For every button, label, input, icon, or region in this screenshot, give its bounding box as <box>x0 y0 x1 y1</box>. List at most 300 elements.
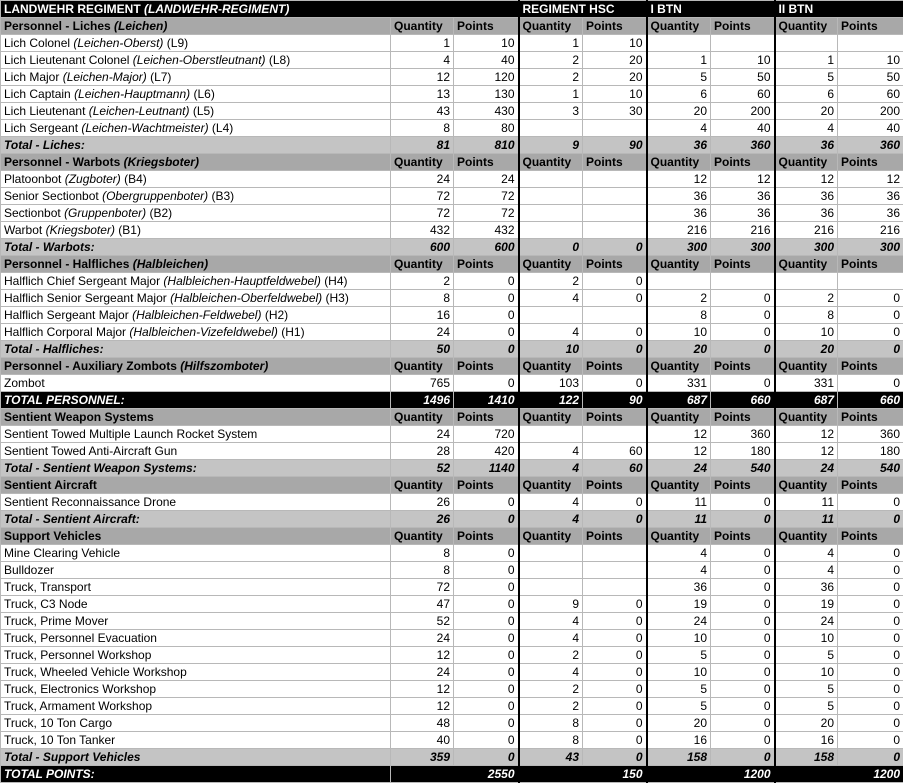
quantity-cell: 4 <box>647 120 711 137</box>
quantity-cell: 16 <box>775 732 838 749</box>
quantity-cell: 8 <box>391 290 454 307</box>
quantity-cell: 8 <box>391 545 454 562</box>
quantity-cell <box>647 35 711 52</box>
total-quantity-cell: 4 <box>519 511 583 528</box>
quantity-cell: 4 <box>391 52 454 69</box>
section-title <box>1 477 391 494</box>
points-header: Points <box>583 154 647 171</box>
section-total-row <box>1 511 903 528</box>
quantity-cell: 216 <box>647 222 711 239</box>
section-total-row <box>1 749 903 766</box>
table-row <box>1 494 903 511</box>
quantity-cell <box>519 205 583 222</box>
quantity-cell: 4 <box>647 562 711 579</box>
points-cell: 12 <box>711 171 775 188</box>
quantity-cell: 4 <box>775 562 838 579</box>
quantity-header: Quantity <box>391 409 454 426</box>
quantity-header: Quantity <box>647 477 711 494</box>
quantity-cell <box>647 273 711 290</box>
quantity-cell: 10 <box>775 664 838 681</box>
total-points-value: 150 <box>519 766 647 783</box>
points-cell <box>583 188 647 205</box>
quantity-cell: 331 <box>647 375 711 392</box>
total-points-cell: 0 <box>583 341 647 358</box>
total-quantity-cell: 0 <box>519 239 583 256</box>
points-cell: 0 <box>711 681 775 698</box>
row-name: Lich Lieutenant <box>4 103 86 118</box>
quantity-cell: 11 <box>647 494 711 511</box>
points-header: Points <box>454 18 519 35</box>
row-label <box>1 69 391 86</box>
quantity-cell: 1 <box>647 52 711 69</box>
row-label <box>1 273 391 290</box>
points-cell: 0 <box>711 613 775 630</box>
total-points-cell: 300 <box>711 239 775 256</box>
points-cell: 60 <box>838 86 903 103</box>
points-cell: 0 <box>583 664 647 681</box>
points-cell: 24 <box>454 171 519 188</box>
row-label <box>1 562 391 579</box>
points-header: Points <box>711 18 775 35</box>
row-label <box>1 664 391 681</box>
points-cell: 0 <box>454 375 519 392</box>
points-cell: 0 <box>454 698 519 715</box>
quantity-header: Quantity <box>391 477 454 494</box>
total-points-cell: 60 <box>583 460 647 477</box>
quantity-cell: 28 <box>391 443 454 460</box>
quantity-cell: 5 <box>775 647 838 664</box>
section-total-row-label: Total - Support Vehicles <box>1 749 391 766</box>
points-cell: 0 <box>711 715 775 732</box>
total-points-cell: 0 <box>583 511 647 528</box>
section-label: Sentient Aircraft <box>4 477 97 492</box>
section-label-italic: (Kriegsboter) <box>123 154 199 169</box>
title-text: LANDWEHR REGIMENT <box>4 1 141 16</box>
section-total-row <box>1 239 903 256</box>
points-cell: 0 <box>711 545 775 562</box>
quantity-header: Quantity <box>391 528 454 545</box>
row-label <box>1 86 391 103</box>
total-quantity-cell: 687 <box>647 392 711 409</box>
points-cell: 432 <box>454 222 519 239</box>
table-row <box>1 375 903 392</box>
points-header: Points <box>454 528 519 545</box>
total-personnel-row-label: TOTAL PERSONNEL: <box>1 392 391 409</box>
quantity-cell: 9 <box>519 596 583 613</box>
points-cell: 0 <box>838 715 903 732</box>
row-name: Truck, Armament Workshop <box>4 698 153 713</box>
points-cell: 0 <box>838 579 903 596</box>
points-cell: 0 <box>838 307 903 324</box>
quantity-header: Quantity <box>775 256 838 273</box>
table-row <box>1 732 903 749</box>
points-header: Points <box>583 358 647 375</box>
points-cell <box>583 426 647 443</box>
points-header: Points <box>711 154 775 171</box>
row-code: (B1) <box>118 222 141 237</box>
points-cell: 0 <box>838 290 903 307</box>
section-header-row <box>1 409 903 426</box>
table-row <box>1 171 903 188</box>
points-cell: 0 <box>454 307 519 324</box>
quantity-cell: 16 <box>647 732 711 749</box>
section-title <box>1 154 391 171</box>
quantity-cell: 5 <box>775 69 838 86</box>
points-cell: 0 <box>838 732 903 749</box>
points-header: Points <box>711 256 775 273</box>
row-alt-name: (Zugboter) <box>64 171 121 186</box>
row-name: Sectionbot <box>4 205 61 220</box>
total-quantity-cell: 24 <box>775 460 838 477</box>
total-quantity-cell: 52 <box>391 460 454 477</box>
points-header: Points <box>583 256 647 273</box>
row-name: Sentient Towed Multiple Launch Rocket System <box>4 426 258 441</box>
section-label-italic: (Halbleichen) <box>132 256 209 271</box>
quantity-cell: 2 <box>775 290 838 307</box>
points-cell: 120 <box>454 69 519 86</box>
points-cell: 0 <box>838 596 903 613</box>
section-title <box>1 409 391 426</box>
quantity-cell: 8 <box>391 562 454 579</box>
quantity-cell: 24 <box>391 664 454 681</box>
points-cell: 0 <box>711 732 775 749</box>
row-name: Truck, Personnel Evacuation <box>4 630 157 645</box>
total-quantity-cell: 50 <box>391 341 454 358</box>
points-cell: 0 <box>454 596 519 613</box>
points-cell <box>583 579 647 596</box>
points-cell: 0 <box>711 630 775 647</box>
quantity-cell: 13 <box>391 86 454 103</box>
points-header: Points <box>454 358 519 375</box>
points-cell <box>838 273 903 290</box>
quantity-header: Quantity <box>647 358 711 375</box>
section-label: Support Vehicles <box>4 528 102 543</box>
points-cell: 0 <box>838 324 903 341</box>
row-code: (B2) <box>149 205 173 220</box>
quantity-cell: 24 <box>391 630 454 647</box>
points-cell: 0 <box>711 494 775 511</box>
points-cell: 10 <box>454 35 519 52</box>
row-label <box>1 630 391 647</box>
section-label: Personnel - Auxiliary Zombots <box>4 358 177 373</box>
quantity-cell: 6 <box>775 86 838 103</box>
total-quantity-cell: 11 <box>647 511 711 528</box>
total-points-cell: 810 <box>454 137 519 154</box>
quantity-cell <box>519 579 583 596</box>
row-alt-name: (Halbleichen-Oberfeldwebel) <box>170 290 323 305</box>
points-cell: 0 <box>583 715 647 732</box>
points-cell: 0 <box>454 290 519 307</box>
row-name: Lich Sergeant <box>4 120 79 135</box>
quantity-cell: 432 <box>391 222 454 239</box>
points-cell: 0 <box>583 698 647 715</box>
points-cell: 0 <box>583 494 647 511</box>
quantity-cell <box>519 545 583 562</box>
points-cell: 0 <box>454 494 519 511</box>
total-points-cell: 0 <box>711 511 775 528</box>
quantity-header: Quantity <box>775 154 838 171</box>
table-row <box>1 222 903 239</box>
quantity-cell: 5 <box>775 681 838 698</box>
quantity-cell: 2 <box>519 52 583 69</box>
total-points-cell: 0 <box>838 511 903 528</box>
total-quantity-cell: 300 <box>775 239 838 256</box>
total-quantity-cell: 359 <box>391 749 454 766</box>
section-total-row-label: Total - Halfliches: <box>1 341 391 358</box>
points-cell: 420 <box>454 443 519 460</box>
points-cell <box>711 273 775 290</box>
quantity-cell: 12 <box>391 681 454 698</box>
quantity-cell: 16 <box>391 307 454 324</box>
points-cell: 10 <box>583 35 647 52</box>
quantity-cell: 10 <box>775 630 838 647</box>
table-row <box>1 86 903 103</box>
quantity-cell <box>519 120 583 137</box>
section-total-row-label: Total - Sentient Aircraft: <box>1 511 391 528</box>
quantity-cell: 36 <box>775 188 838 205</box>
table-row <box>1 69 903 86</box>
total-quantity-cell: 9 <box>519 137 583 154</box>
table-row <box>1 613 903 630</box>
row-label <box>1 120 391 137</box>
total-points-cell: 0 <box>454 749 519 766</box>
quantity-cell: 765 <box>391 375 454 392</box>
quantity-header: Quantity <box>775 477 838 494</box>
row-name: Lich Colonel <box>4 35 71 50</box>
quantity-cell: 4 <box>519 630 583 647</box>
quantity-cell: 24 <box>391 171 454 188</box>
quantity-cell: 4 <box>519 664 583 681</box>
points-header: Points <box>454 154 519 171</box>
row-alt-name: (Leichen-Wachtmeister) <box>81 120 209 135</box>
table-row <box>1 188 903 205</box>
points-cell: 0 <box>711 579 775 596</box>
quantity-cell: 24 <box>391 426 454 443</box>
quantity-cell: 36 <box>647 188 711 205</box>
quantity-cell: 19 <box>647 596 711 613</box>
row-alt-name: (Leichen-Hauptmann) <box>74 86 191 101</box>
quantity-cell: 216 <box>775 222 838 239</box>
quantity-cell: 20 <box>647 103 711 120</box>
table-row <box>1 596 903 613</box>
points-cell: 12 <box>838 171 903 188</box>
row-label <box>1 698 391 715</box>
table-row <box>1 120 903 137</box>
quantity-cell <box>775 35 838 52</box>
total-quantity-cell: 600 <box>391 239 454 256</box>
quantity-cell: 2 <box>391 273 454 290</box>
row-name: Truck, 10 Ton Cargo <box>4 715 113 730</box>
row-alt-name: (Gruppenboter) <box>64 205 147 220</box>
points-cell: 0 <box>583 596 647 613</box>
points-header: Points <box>838 358 903 375</box>
points-cell: 40 <box>454 52 519 69</box>
row-name: Halflich Sergeant Major <box>4 307 129 322</box>
points-cell: 20 <box>583 69 647 86</box>
points-cell: 0 <box>838 613 903 630</box>
points-cell: 0 <box>454 715 519 732</box>
points-cell: 0 <box>583 647 647 664</box>
quantity-cell: 2 <box>519 273 583 290</box>
points-cell: 0 <box>583 613 647 630</box>
total-points-cell: 0 <box>583 749 647 766</box>
row-name: Halflich Senior Sergeant Major <box>4 290 167 305</box>
group-header: I BTN <box>647 1 775 18</box>
quantity-cell: 12 <box>647 171 711 188</box>
table-row <box>1 324 903 341</box>
row-name: Truck, Transport <box>4 579 91 594</box>
points-cell: 216 <box>838 222 903 239</box>
quantity-cell: 8 <box>647 307 711 324</box>
section-total-row-label: Total - Liches: <box>1 137 391 154</box>
row-name: Truck, Prime Mover <box>4 613 109 628</box>
row-name: Zombot <box>4 375 45 390</box>
row-label <box>1 715 391 732</box>
quantity-header: Quantity <box>519 358 583 375</box>
quantity-cell: 10 <box>647 664 711 681</box>
row-code: (L7) <box>150 69 172 84</box>
table-row <box>1 630 903 647</box>
section-total-row-label: Total - Warbots: <box>1 239 391 256</box>
row-label <box>1 171 391 188</box>
table-row <box>1 205 903 222</box>
points-cell <box>583 562 647 579</box>
points-cell: 0 <box>711 562 775 579</box>
total-points-cell: 360 <box>711 137 775 154</box>
row-label <box>1 205 391 222</box>
section-header-row <box>1 528 903 545</box>
quantity-cell: 1 <box>775 52 838 69</box>
row-name: Truck, Wheeled Vehicle Workshop <box>4 664 187 679</box>
row-code: (B3) <box>211 188 235 203</box>
quantity-cell: 43 <box>391 103 454 120</box>
quantity-header: Quantity <box>391 358 454 375</box>
points-cell: 36 <box>711 188 775 205</box>
quantity-cell: 48 <box>391 715 454 732</box>
quantity-cell: 72 <box>391 188 454 205</box>
total-points-cell: 90 <box>583 137 647 154</box>
quantity-cell: 72 <box>391 579 454 596</box>
points-cell: 0 <box>454 324 519 341</box>
total-quantity-cell: 10 <box>519 341 583 358</box>
section-header-row <box>1 154 903 171</box>
quantity-cell: 36 <box>775 579 838 596</box>
row-name: Lich Major <box>4 69 60 84</box>
points-cell: 0 <box>454 613 519 630</box>
section-title <box>1 18 391 35</box>
row-code: (H4) <box>324 273 348 288</box>
total-points-cell: 1140 <box>454 460 519 477</box>
quantity-cell <box>775 273 838 290</box>
section-total-row-label: Total - Sentient Weapon Systems: <box>1 460 391 477</box>
quantity-header: Quantity <box>519 477 583 494</box>
quantity-cell: 26 <box>391 494 454 511</box>
title-row <box>1 1 903 18</box>
quantity-cell: 5 <box>647 698 711 715</box>
row-label <box>1 52 391 69</box>
quantity-cell: 4 <box>775 120 838 137</box>
section-title <box>1 358 391 375</box>
total-quantity-cell: 300 <box>647 239 711 256</box>
total-points-cell: 360 <box>838 137 903 154</box>
total-quantity-cell: 81 <box>391 137 454 154</box>
points-cell: 360 <box>711 426 775 443</box>
total-points-cell: 300 <box>838 239 903 256</box>
points-cell: 36 <box>838 205 903 222</box>
total-personnel-row <box>1 392 903 409</box>
total-quantity-cell: 36 <box>775 137 838 154</box>
section-label: Personnel - Halfliches <box>4 256 130 271</box>
table-row <box>1 681 903 698</box>
quantity-header: Quantity <box>647 256 711 273</box>
row-code: (H3) <box>325 290 349 305</box>
points-cell: 200 <box>711 103 775 120</box>
total-points-cell: 1410 <box>454 392 519 409</box>
points-header: Points <box>838 154 903 171</box>
points-header: Points <box>454 256 519 273</box>
points-header: Points <box>838 528 903 545</box>
points-cell: 10 <box>711 52 775 69</box>
points-cell: 130 <box>454 86 519 103</box>
quantity-cell <box>519 562 583 579</box>
quantity-cell: 331 <box>775 375 838 392</box>
points-cell: 0 <box>454 273 519 290</box>
quantity-cell: 12 <box>391 69 454 86</box>
section-header-row <box>1 18 903 35</box>
row-name: Platoonbot <box>4 171 62 186</box>
quantity-cell: 24 <box>647 613 711 630</box>
total-quantity-cell: 36 <box>647 137 711 154</box>
points-cell: 0 <box>454 630 519 647</box>
total-points-value: 1200 <box>647 766 775 783</box>
table-row <box>1 290 903 307</box>
section-header-row <box>1 358 903 375</box>
quantity-cell: 12 <box>775 426 838 443</box>
points-cell: 10 <box>583 86 647 103</box>
quantity-header: Quantity <box>775 358 838 375</box>
points-cell: 0 <box>583 732 647 749</box>
row-label <box>1 545 391 562</box>
points-cell: 0 <box>838 647 903 664</box>
quantity-header: Quantity <box>391 154 454 171</box>
row-label <box>1 732 391 749</box>
total-points-cell: 0 <box>711 341 775 358</box>
quantity-header: Quantity <box>647 409 711 426</box>
quantity-header: Quantity <box>391 18 454 35</box>
total-quantity-cell: 1496 <box>391 392 454 409</box>
quantity-cell: 5 <box>647 69 711 86</box>
row-label <box>1 443 391 460</box>
quantity-cell: 4 <box>775 545 838 562</box>
table-row <box>1 579 903 596</box>
points-cell: 180 <box>711 443 775 460</box>
quantity-cell: 12 <box>647 426 711 443</box>
points-cell: 40 <box>711 120 775 137</box>
table-row <box>1 426 903 443</box>
section-header-row <box>1 477 903 494</box>
points-header: Points <box>838 477 903 494</box>
section-label: Personnel - Liches <box>4 18 111 33</box>
row-alt-name: (Obergruppenboter) <box>102 188 209 203</box>
quantity-cell: 4 <box>519 494 583 511</box>
quantity-header: Quantity <box>519 256 583 273</box>
row-name: Truck, C3 Node <box>4 596 88 611</box>
row-name: Halflich Chief Sergeant Major <box>4 273 161 288</box>
points-cell: 36 <box>711 205 775 222</box>
row-label <box>1 375 391 392</box>
section-label: Sentient Weapon Systems <box>4 409 154 424</box>
total-quantity-cell: 43 <box>519 749 583 766</box>
